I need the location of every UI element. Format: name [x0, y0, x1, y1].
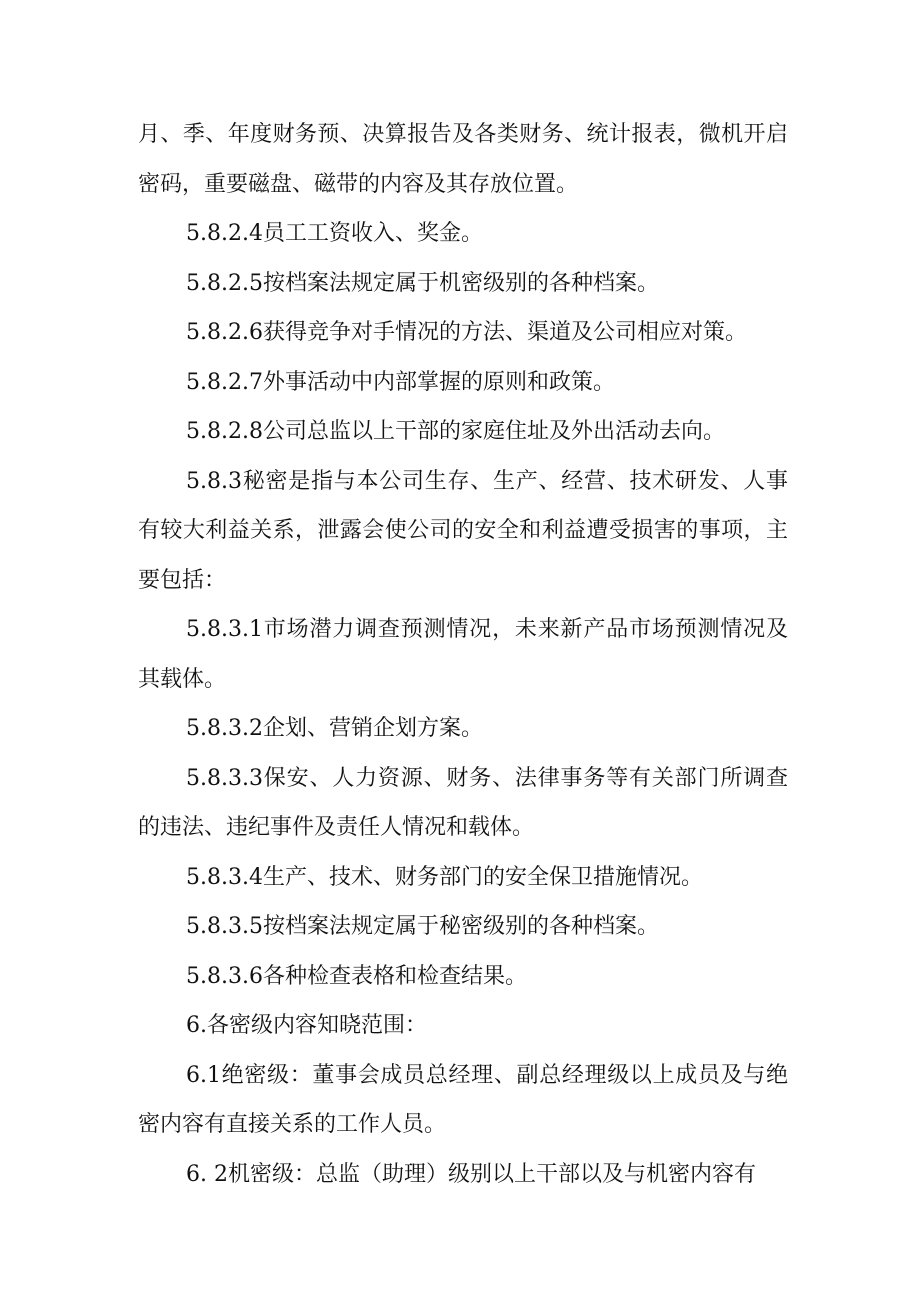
paragraph-5-8-3-6: 5.8.3.6各种检查表格和检查结果。 — [186, 963, 527, 989]
paragraph-5-8-3-5: 5.8.3.5按档案法规定属于秘密级别的各种档案。 — [186, 914, 659, 939]
paragraph-5-8-2-5: 5.8.2.5按档案法规定属于机密级别的各种档案。 — [186, 270, 659, 296]
paragraph-continuation: 月、季、年度财务预、决算报告及各类财务、统计报表，微机开启密码，重要磁盘、磁带的内容及其存放位置。 — [138, 122, 788, 197]
paragraph-6: 6.各密级内容知晓范围： — [186, 1013, 427, 1038]
paragraph-5-8-2-4: 5.8.2.4员工工资收入、奖金。 — [186, 221, 483, 246]
paragraph-5-8-2-6: 5.8.2.6获得竞争对手情况的方法、渠道及公司相应对策。 — [186, 320, 747, 345]
document-body — [138, 110, 788, 1199]
paragraph-6-2: 6. 2机密级：总监（助理）级别以上干部以及与机密内容有 — [186, 1161, 756, 1187]
paragraph-6-1: 6.1绝密级：董事会成员总经理、副总经理级以上成员及与绝密内容有直接关系的工作人员。 — [138, 1062, 788, 1137]
paragraph-5-8-3-1: 5.8.3.1市场潜力调查预测情况，未来新产品市场预测情况及其载体。 — [138, 617, 788, 692]
paragraph-5-8-3: 5.8.3秘密是指与本公司生存、生产、经营、技术研发、人事有较大利益关系，泄露会使公司的安全和利益遭受损害的事项，主要包括： — [138, 468, 788, 593]
paragraph-5-8-3-4: 5.8.3.4生产、技术、财务部门的安全保卫措施情况。 — [186, 864, 703, 890]
paragraph-5-8-2-7: 5.8.2.7外事活动中内部掌握的原则和政策。 — [186, 369, 615, 395]
paragraph-5-8-2-8: 5.8.2.8公司总监以上干部的家庭住址及外出活动去向。 — [186, 419, 725, 444]
paragraph-5-8-3-2: 5.8.3.2企划、营销企划方案。 — [186, 716, 483, 741]
paragraph-5-8-3-3: 5.8.3.3保安、人力资源、财务、法律事务等有关部门所调查的违法、违纪事件及责任人情况和载体。 — [138, 765, 788, 840]
